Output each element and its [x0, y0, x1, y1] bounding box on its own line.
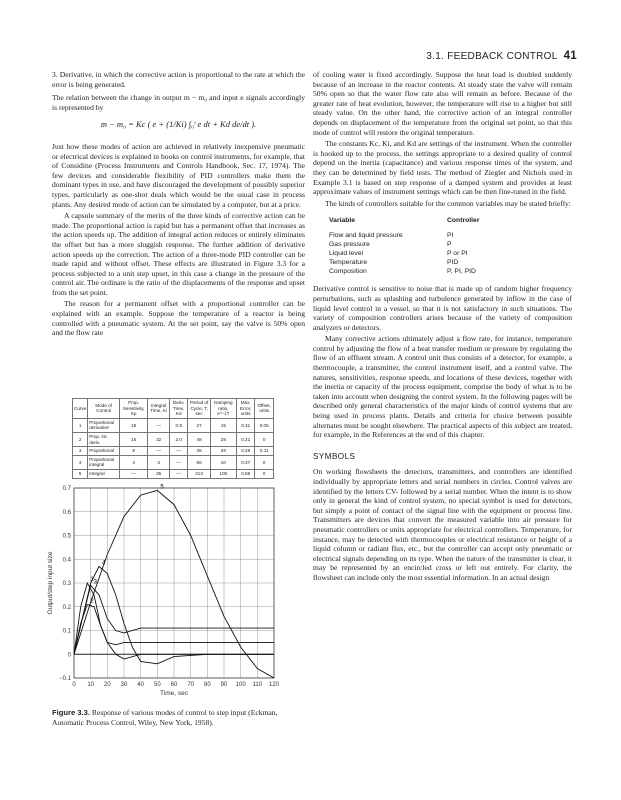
table-cell: 4	[73, 455, 88, 469]
series-label: 3	[93, 579, 98, 586]
table-cell: 8	[120, 447, 148, 456]
table-cell: 66	[188, 455, 210, 469]
table-cell: 0.37	[236, 455, 254, 469]
x-tick-label: 60	[170, 682, 178, 688]
table-cell: 27	[188, 418, 210, 432]
controllers-table-row	[329, 267, 572, 276]
y-tick-label: 0.3	[62, 581, 71, 587]
x-tick-label: 0	[72, 682, 76, 688]
y-tick-label: −0.1	[59, 676, 71, 682]
x-tick-label: 30	[120, 682, 128, 688]
table-cell: 0.9	[170, 418, 188, 432]
x-tick-label: 40	[137, 682, 145, 688]
cell-controller: PI	[447, 232, 454, 240]
cell-controller: PID	[447, 259, 459, 267]
table-cell: 0.21	[236, 432, 254, 446]
cell-variable: Flow and liquid pressure	[329, 232, 403, 240]
table-header-cell: Max. Error, units	[236, 399, 254, 419]
table-cell: —	[170, 469, 188, 478]
series-label: 4	[102, 560, 106, 567]
table-cell: 213	[188, 469, 210, 478]
equation: m − m₀ = Kc ( e + (1/Ki) ∫₀ᵗ e dt + Kd de/dt ).	[100, 119, 257, 130]
y-tick-label: 0.4	[62, 557, 71, 564]
y-tick-label: 0	[67, 652, 71, 659]
table-row	[73, 447, 274, 456]
table-cell: 2.0	[170, 432, 188, 446]
section-title: 3.1. FEEDBACK CONTROL	[426, 51, 558, 62]
y-tick-label: 0.2	[62, 604, 71, 611]
table-cell: 28	[210, 447, 236, 456]
y-tick-label: 0.7	[62, 486, 71, 492]
table-cell: —	[120, 469, 148, 478]
table-cell: 0.29	[236, 447, 254, 456]
running-header	[426, 50, 577, 62]
table-cell: —	[170, 455, 188, 469]
table-cell: 10	[210, 455, 236, 469]
table-cell: 100	[210, 469, 236, 478]
table-cell: Proportional derivative	[88, 418, 120, 432]
table-cell: 0	[255, 432, 274, 446]
table-cell: 16	[120, 432, 148, 446]
table-cell: 32	[148, 432, 170, 446]
paragraph: The constants Kc, Ki, and Kd are settings of the instrument. When the controller is hooked up to the process, the settings appropriate to a desired quality of control depend on the inertia (capacitance) and various response times of the system, and they can be determined by field tests. The method of Ziegler and Nichols used in Example 3.1 is based on step response of a damped system and provides at least approximate values of instrument settings which can be then fine-tuned in the field.	[313, 139, 572, 197]
table-header-cell: Deriv. Time, Kd	[170, 399, 188, 419]
table-row	[73, 455, 274, 469]
paragraph: On working flowsheets the detectors, transmitters, and controllers are identified individually by appropriate letters and serial numbers in circles. Control valves are identified by the letters CV- followed by a serial number. When the intent is to show only in general the kind of control system, no special symbol is used for detectors, but simply a point of contact of the signal line with the equipment or process line. Transmitters are devices that convert the measured variable into air pressure for pneumatic controllers or units appropriate for electrical controllers. Temperature, for instance, may be detected with thermocouples or electrical resistance or height of a liquid column or radiant flux, etc., but the controller can accept only pneumatic or electrical signals depending on its type. When the nature of the transmitter is clear, it may be represented by an encircled cross or left out entirely. For clarity, the flowsheet can include only the most essential information. In an actual design	[313, 467, 572, 582]
table-header-cell: Integral Time, Ki	[148, 399, 170, 419]
controllers-table-row	[329, 240, 572, 249]
paragraph: Many corrective actions ultimately adjust a flow rate, for instance, temperature control by adjusting the flow of a heat transfer medium or pressure by regulating the flow of an effluent stream. A control unit thus consists of a detector, for example, a thermocouple, a transmitter, the control instrument itself, and a control valve. The natures, sensitivities, response speeds, and locations of these devices, together with the inertia or capacity of the process equipment, comprise the body of what is to be taken into account when designing the control system. In the following pages will be described only general characteristics of the major kinds of control systems that are being used in process plants. Details and criteria for choice between possible alternates must be sought elsewhere. The practical aspects of this subject are treated, for example, in the References at the end of this chapter.	[313, 334, 572, 440]
paragraph: 3. Derivative, in which the corrective action is proportional to the rate at which the error is being generated.	[52, 70, 305, 89]
table-cell: 35	[148, 469, 170, 478]
table-cell: 45	[188, 447, 210, 456]
table-header-cell: Curve	[73, 399, 88, 419]
table-cell: 0.31	[236, 418, 254, 432]
controllers-table-row	[329, 231, 572, 240]
table-cell: 0	[255, 469, 274, 478]
table-cell: 2	[73, 432, 88, 446]
cell-variable: Temperature	[329, 259, 368, 267]
table-header-cell: Damping ratio, e^−ζT	[210, 399, 236, 419]
table-row	[73, 432, 274, 446]
table-cell: —	[148, 447, 170, 456]
y-tick-label: 0.6	[62, 509, 71, 516]
controllers-table-row	[329, 249, 572, 258]
controllers-table	[329, 216, 572, 276]
caption-label: Figure 3.3.	[52, 708, 90, 717]
figure-caption	[52, 708, 305, 727]
cell-controller: P or PI	[447, 250, 468, 258]
controllers-table-row	[329, 258, 572, 267]
table-cell: 0.11	[255, 447, 274, 456]
table-cell: 0.69	[236, 469, 254, 478]
paragraph: A capsule summary of the merits of the three kinds of corrective action can be made. The proportional action is rapid but has a permanent offset that increases as the action speeds up. The addition of integral action reduces or entirely eliminates the offset but has a more sluggish response. The further addition of derivative action speeds up the correction. The action of a three-mode PID controller can be made rapid and without offset. These effects are illustrated in Figure 3.3 for a process subjected to a unit step upset, in this case a change in the pressure of the control air. The ordinate is the ratio of the displacements of the response and upset from the set point.	[52, 211, 305, 297]
cell-variable: Gas pressure	[329, 241, 370, 249]
table-cell: Proportional	[88, 447, 120, 456]
paragraph: Derivative control is sensitive to noise that is made up of random higher frequency perturbations, such as splashing and turbulence generated by inflow in the case of liquid level control in a vessel, so that it is not satisfactory in such situations. The variety of composition controllers arises because of the variety of composition analyzers or detectors.	[313, 284, 572, 332]
x-tick-label: 70	[187, 682, 195, 688]
x-tick-label: 50	[153, 682, 161, 688]
left-column	[52, 70, 305, 340]
table-cell: 3	[148, 455, 170, 469]
figure-settings-table	[72, 398, 274, 479]
x-axis-label: Time, sec	[160, 690, 188, 697]
paragraph: The reason for a permanent offset with a proportional controller can be explained with an example. Suppose the temperature of a reactor is being controlled with a pneumatic system. At the set point, say the valve is 50% open and the flow rate	[52, 299, 305, 338]
table-cell: —	[170, 447, 188, 456]
step-response-chart	[44, 482, 284, 708]
series-label: 1	[90, 577, 94, 583]
table-cell: —	[148, 418, 170, 432]
table-cell: 4	[120, 455, 148, 469]
table-cell: 1	[73, 418, 88, 432]
x-tick-label: 10	[87, 682, 95, 688]
y-tick-label: 0.5	[62, 533, 71, 540]
x-tick-label: 80	[203, 682, 211, 688]
section-heading: SYMBOLS	[313, 451, 356, 461]
x-tick-label: 120	[268, 682, 280, 688]
table-header-row	[73, 399, 274, 419]
table-cell: Proportional integral	[88, 455, 120, 469]
x-tick-label: 20	[103, 682, 111, 688]
header-controller: Controller	[447, 217, 480, 225]
table-header-cell: Offset, units	[255, 399, 274, 419]
cell-variable: Composition	[329, 268, 367, 276]
table-header-cell: Mode of Control	[88, 399, 120, 419]
table-cell: 0	[255, 455, 274, 469]
x-tick-label: 110	[252, 682, 263, 688]
x-tick-label: 100	[235, 682, 246, 688]
controllers-table-header	[329, 216, 572, 225]
table-cell: 16	[120, 418, 148, 432]
paragraph: Just how these modes of action are achieved in relatively inexpensive pneumatic or electrical devices is explained in books on control instruments, for example, that of Considine (Process Instruments and Controls Handbook, Sec. 17, 1974). The few devices and considerable flexibility of PID controllers make them the dominant types in use, and have discouraged the development of possibly superior types, particularly as one-shot deals which would be the usual case in process plants. Any desired mode of action can be simulated by a computer, but at a price.	[52, 141, 305, 209]
table-row	[73, 469, 274, 478]
caption-text: Response of various modes of control to step input (Eckman, Automatic Process Control, Wiley, New York, 1958).	[52, 708, 278, 727]
cell-controller: P	[447, 241, 452, 249]
table-cell: 0.05	[255, 418, 274, 432]
y-tick-label: 0.1	[62, 628, 71, 635]
table-header-cell: Prop. Sensitivity, Kp	[120, 399, 148, 419]
table-header-cell: Period of Cycle, T, sec	[188, 399, 210, 419]
cell-variable: Liquid level	[329, 250, 364, 258]
page-number: 41	[563, 50, 577, 62]
series-label: 2	[90, 598, 94, 605]
table-cell: Prop. int. deriv.	[88, 432, 120, 446]
table-cell: 5	[73, 469, 88, 478]
y-axis-label: Output/step input size	[47, 551, 54, 615]
header-variable: Variable	[329, 217, 356, 225]
paragraph: of cooling water is fixed accordingly. Suppose the heat load is doubled suddenly because of an increase in the reactor contents. At steady state the valve will remain 50% open so that the water flow rate also will remain as before. Because of the greater rate of heat evolution, however, the temperature will rise to a higher but still steady value. On the other hand, the corrective action of an integral controller depends on displacement of the temperature from the original set point, so that this mode of control will restore the original temperature.	[313, 70, 572, 137]
right-column	[313, 70, 572, 585]
paragraph: The kinds of controllers suitable for the common variables may be stated briefly:	[325, 198, 571, 208]
x-tick-label: 90	[220, 682, 228, 688]
series-label: 5	[160, 484, 164, 491]
table-cell: Integral	[88, 469, 120, 478]
table-cell: 48	[188, 432, 210, 446]
table-cell: 15	[210, 418, 236, 432]
table-cell: 3	[73, 447, 88, 456]
table-row	[73, 418, 274, 432]
cell-controller: P, PI, PID	[447, 268, 476, 276]
paragraph: The relation between the change in output m − m₀ and input e signals accordingly is represented by	[52, 93, 305, 112]
table-cell: 28	[210, 432, 236, 446]
